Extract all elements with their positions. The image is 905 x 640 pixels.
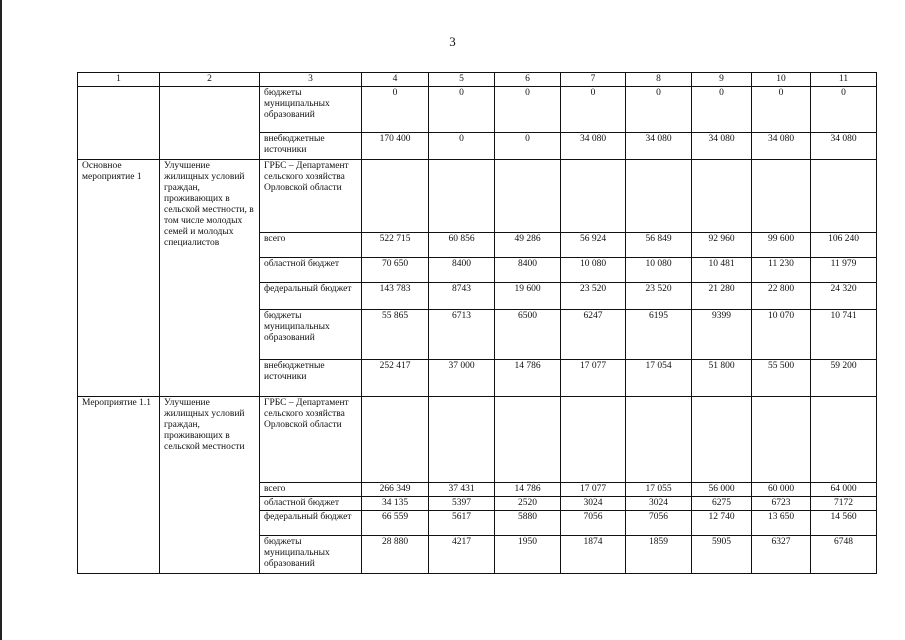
value-cell: 8400 xyxy=(429,258,495,283)
table-row xyxy=(78,160,877,233)
empty-cell xyxy=(362,397,429,483)
measure-label: Основное мероприятие 1 xyxy=(78,160,160,397)
value-cell: 17 054 xyxy=(626,360,692,397)
grbs-label: ГРБС – Департамент сельского хозяйства Орловской области xyxy=(260,397,362,483)
measure-label: Мероприятие 1.1 xyxy=(78,397,160,574)
value-cell: 10 741 xyxy=(811,310,877,360)
source-label: областной бюджет xyxy=(260,497,362,511)
value-cell: 37 000 xyxy=(429,360,495,397)
empty-cell xyxy=(626,397,692,483)
value-cell: 34 080 xyxy=(626,133,692,160)
value-cell: 17 077 xyxy=(561,483,626,497)
empty-cell xyxy=(811,160,877,233)
value-cell: 56 849 xyxy=(626,233,692,258)
value-cell: 23 520 xyxy=(561,283,626,310)
value-cell: 11 230 xyxy=(752,258,811,283)
source-label: внебюджетные источники xyxy=(260,360,362,397)
value-cell: 70 650 xyxy=(362,258,429,283)
empty-cell xyxy=(429,160,495,233)
value-cell: 24 320 xyxy=(811,283,877,310)
value-cell: 10 481 xyxy=(692,258,752,283)
source-label: областной бюджет xyxy=(260,258,362,283)
value-cell: 0 xyxy=(362,87,429,133)
header-cell: 4 xyxy=(362,73,429,87)
scan-edge-line xyxy=(0,0,2,640)
value-cell: 106 240 xyxy=(811,233,877,258)
value-cell: 34 080 xyxy=(811,133,877,160)
value-cell: 10 080 xyxy=(561,258,626,283)
value-cell: 5905 xyxy=(692,536,752,574)
grbs-label: ГРБС – Департамент сельского хозяйства Орловской области xyxy=(260,160,362,233)
empty-cell xyxy=(495,160,561,233)
header-cell: 9 xyxy=(692,73,752,87)
value-cell: 266 349 xyxy=(362,483,429,497)
value-cell: 55 500 xyxy=(752,360,811,397)
header-cell: 5 xyxy=(429,73,495,87)
source-label: федеральный бюджет xyxy=(260,511,362,536)
value-cell: 5880 xyxy=(495,511,561,536)
value-cell: 17 055 xyxy=(626,483,692,497)
empty-cell xyxy=(561,397,626,483)
value-cell: 60 000 xyxy=(752,483,811,497)
value-cell: 8743 xyxy=(429,283,495,310)
value-cell: 3024 xyxy=(626,497,692,511)
value-cell: 1874 xyxy=(561,536,626,574)
value-cell: 17 077 xyxy=(561,360,626,397)
value-cell: 6275 xyxy=(692,497,752,511)
value-cell: 0 xyxy=(429,87,495,133)
value-cell: 56 000 xyxy=(692,483,752,497)
value-cell: 28 880 xyxy=(362,536,429,574)
value-cell: 92 960 xyxy=(692,233,752,258)
value-cell: 6327 xyxy=(752,536,811,574)
value-cell: 522 715 xyxy=(362,233,429,258)
value-cell: 7172 xyxy=(811,497,877,511)
value-cell: 49 286 xyxy=(495,233,561,258)
measure-name: Улучшение жилищных условий граждан, проживающих в сельской местности xyxy=(160,397,260,574)
value-cell: 4217 xyxy=(429,536,495,574)
table-row xyxy=(78,87,877,133)
value-cell: 170 400 xyxy=(362,133,429,160)
value-cell: 0 xyxy=(495,133,561,160)
value-cell: 0 xyxy=(811,87,877,133)
value-cell: 51 800 xyxy=(692,360,752,397)
source-label: внебюджетные источники xyxy=(260,133,362,160)
value-cell: 7056 xyxy=(626,511,692,536)
value-cell: 14 786 xyxy=(495,360,561,397)
source-label: всего xyxy=(260,233,362,258)
value-cell: 6713 xyxy=(429,310,495,360)
header-cell: 3 xyxy=(260,73,362,87)
value-cell: 0 xyxy=(752,87,811,133)
value-cell: 6195 xyxy=(626,310,692,360)
empty-cell xyxy=(811,397,877,483)
value-cell: 1950 xyxy=(495,536,561,574)
value-cell: 12 740 xyxy=(692,511,752,536)
value-cell: 66 559 xyxy=(362,511,429,536)
page-number: 3 xyxy=(449,34,456,49)
value-cell: 34 080 xyxy=(561,133,626,160)
value-cell: 6723 xyxy=(752,497,811,511)
value-cell: 11 979 xyxy=(811,258,877,283)
empty-cell xyxy=(752,160,811,233)
empty-cell xyxy=(78,87,160,160)
header-cell: 8 xyxy=(626,73,692,87)
value-cell: 56 924 xyxy=(561,233,626,258)
empty-cell xyxy=(495,397,561,483)
value-cell: 1859 xyxy=(626,536,692,574)
empty-cell xyxy=(752,397,811,483)
value-cell: 64 000 xyxy=(811,483,877,497)
value-cell: 34 080 xyxy=(752,133,811,160)
value-cell: 34 080 xyxy=(692,133,752,160)
value-cell: 59 200 xyxy=(811,360,877,397)
value-cell: 2520 xyxy=(495,497,561,511)
value-cell: 99 600 xyxy=(752,233,811,258)
value-cell: 9399 xyxy=(692,310,752,360)
value-cell: 0 xyxy=(626,87,692,133)
value-cell: 19 600 xyxy=(495,283,561,310)
header-cell: 10 xyxy=(752,73,811,87)
header-cell: 11 xyxy=(811,73,877,87)
header-cell: 1 xyxy=(78,73,160,87)
value-cell: 14 560 xyxy=(811,511,877,536)
header-cell: 7 xyxy=(561,73,626,87)
source-label: бюджеты муниципальных образований xyxy=(260,87,362,133)
table-row xyxy=(78,397,877,483)
empty-cell xyxy=(626,160,692,233)
value-cell: 5617 xyxy=(429,511,495,536)
measure-name: Улучшение жилищных условий граждан, проживающих в сельской местности, в том числе молодых семей и молодых специалистов xyxy=(160,160,260,397)
source-label: бюджеты муниципальных образований xyxy=(260,536,362,574)
value-cell: 37 431 xyxy=(429,483,495,497)
value-cell: 0 xyxy=(692,87,752,133)
empty-cell xyxy=(362,160,429,233)
value-cell: 22 800 xyxy=(752,283,811,310)
value-cell: 0 xyxy=(495,87,561,133)
value-cell: 143 783 xyxy=(362,283,429,310)
value-cell: 60 856 xyxy=(429,233,495,258)
header-row xyxy=(78,73,877,87)
empty-cell xyxy=(160,87,260,160)
value-cell: 6748 xyxy=(811,536,877,574)
source-label: бюджеты муниципальных образований xyxy=(260,310,362,360)
value-cell: 6500 xyxy=(495,310,561,360)
value-cell: 7056 xyxy=(561,511,626,536)
header-cell: 6 xyxy=(495,73,561,87)
empty-cell xyxy=(429,397,495,483)
header-cell: 2 xyxy=(160,73,260,87)
budget-table xyxy=(77,72,877,574)
value-cell: 0 xyxy=(561,87,626,133)
value-cell: 13 650 xyxy=(752,511,811,536)
value-cell: 10 070 xyxy=(752,310,811,360)
source-label: всего xyxy=(260,483,362,497)
source-label: федеральный бюджет xyxy=(260,283,362,310)
empty-cell xyxy=(692,397,752,483)
value-cell: 34 135 xyxy=(362,497,429,511)
value-cell: 21 280 xyxy=(692,283,752,310)
value-cell: 8400 xyxy=(495,258,561,283)
value-cell: 252 417 xyxy=(362,360,429,397)
value-cell: 3024 xyxy=(561,497,626,511)
value-cell: 10 080 xyxy=(626,258,692,283)
value-cell: 6247 xyxy=(561,310,626,360)
value-cell: 23 520 xyxy=(626,283,692,310)
empty-cell xyxy=(561,160,626,233)
value-cell: 55 865 xyxy=(362,310,429,360)
value-cell: 5397 xyxy=(429,497,495,511)
value-cell: 0 xyxy=(429,133,495,160)
value-cell: 14 786 xyxy=(495,483,561,497)
empty-cell xyxy=(692,160,752,233)
